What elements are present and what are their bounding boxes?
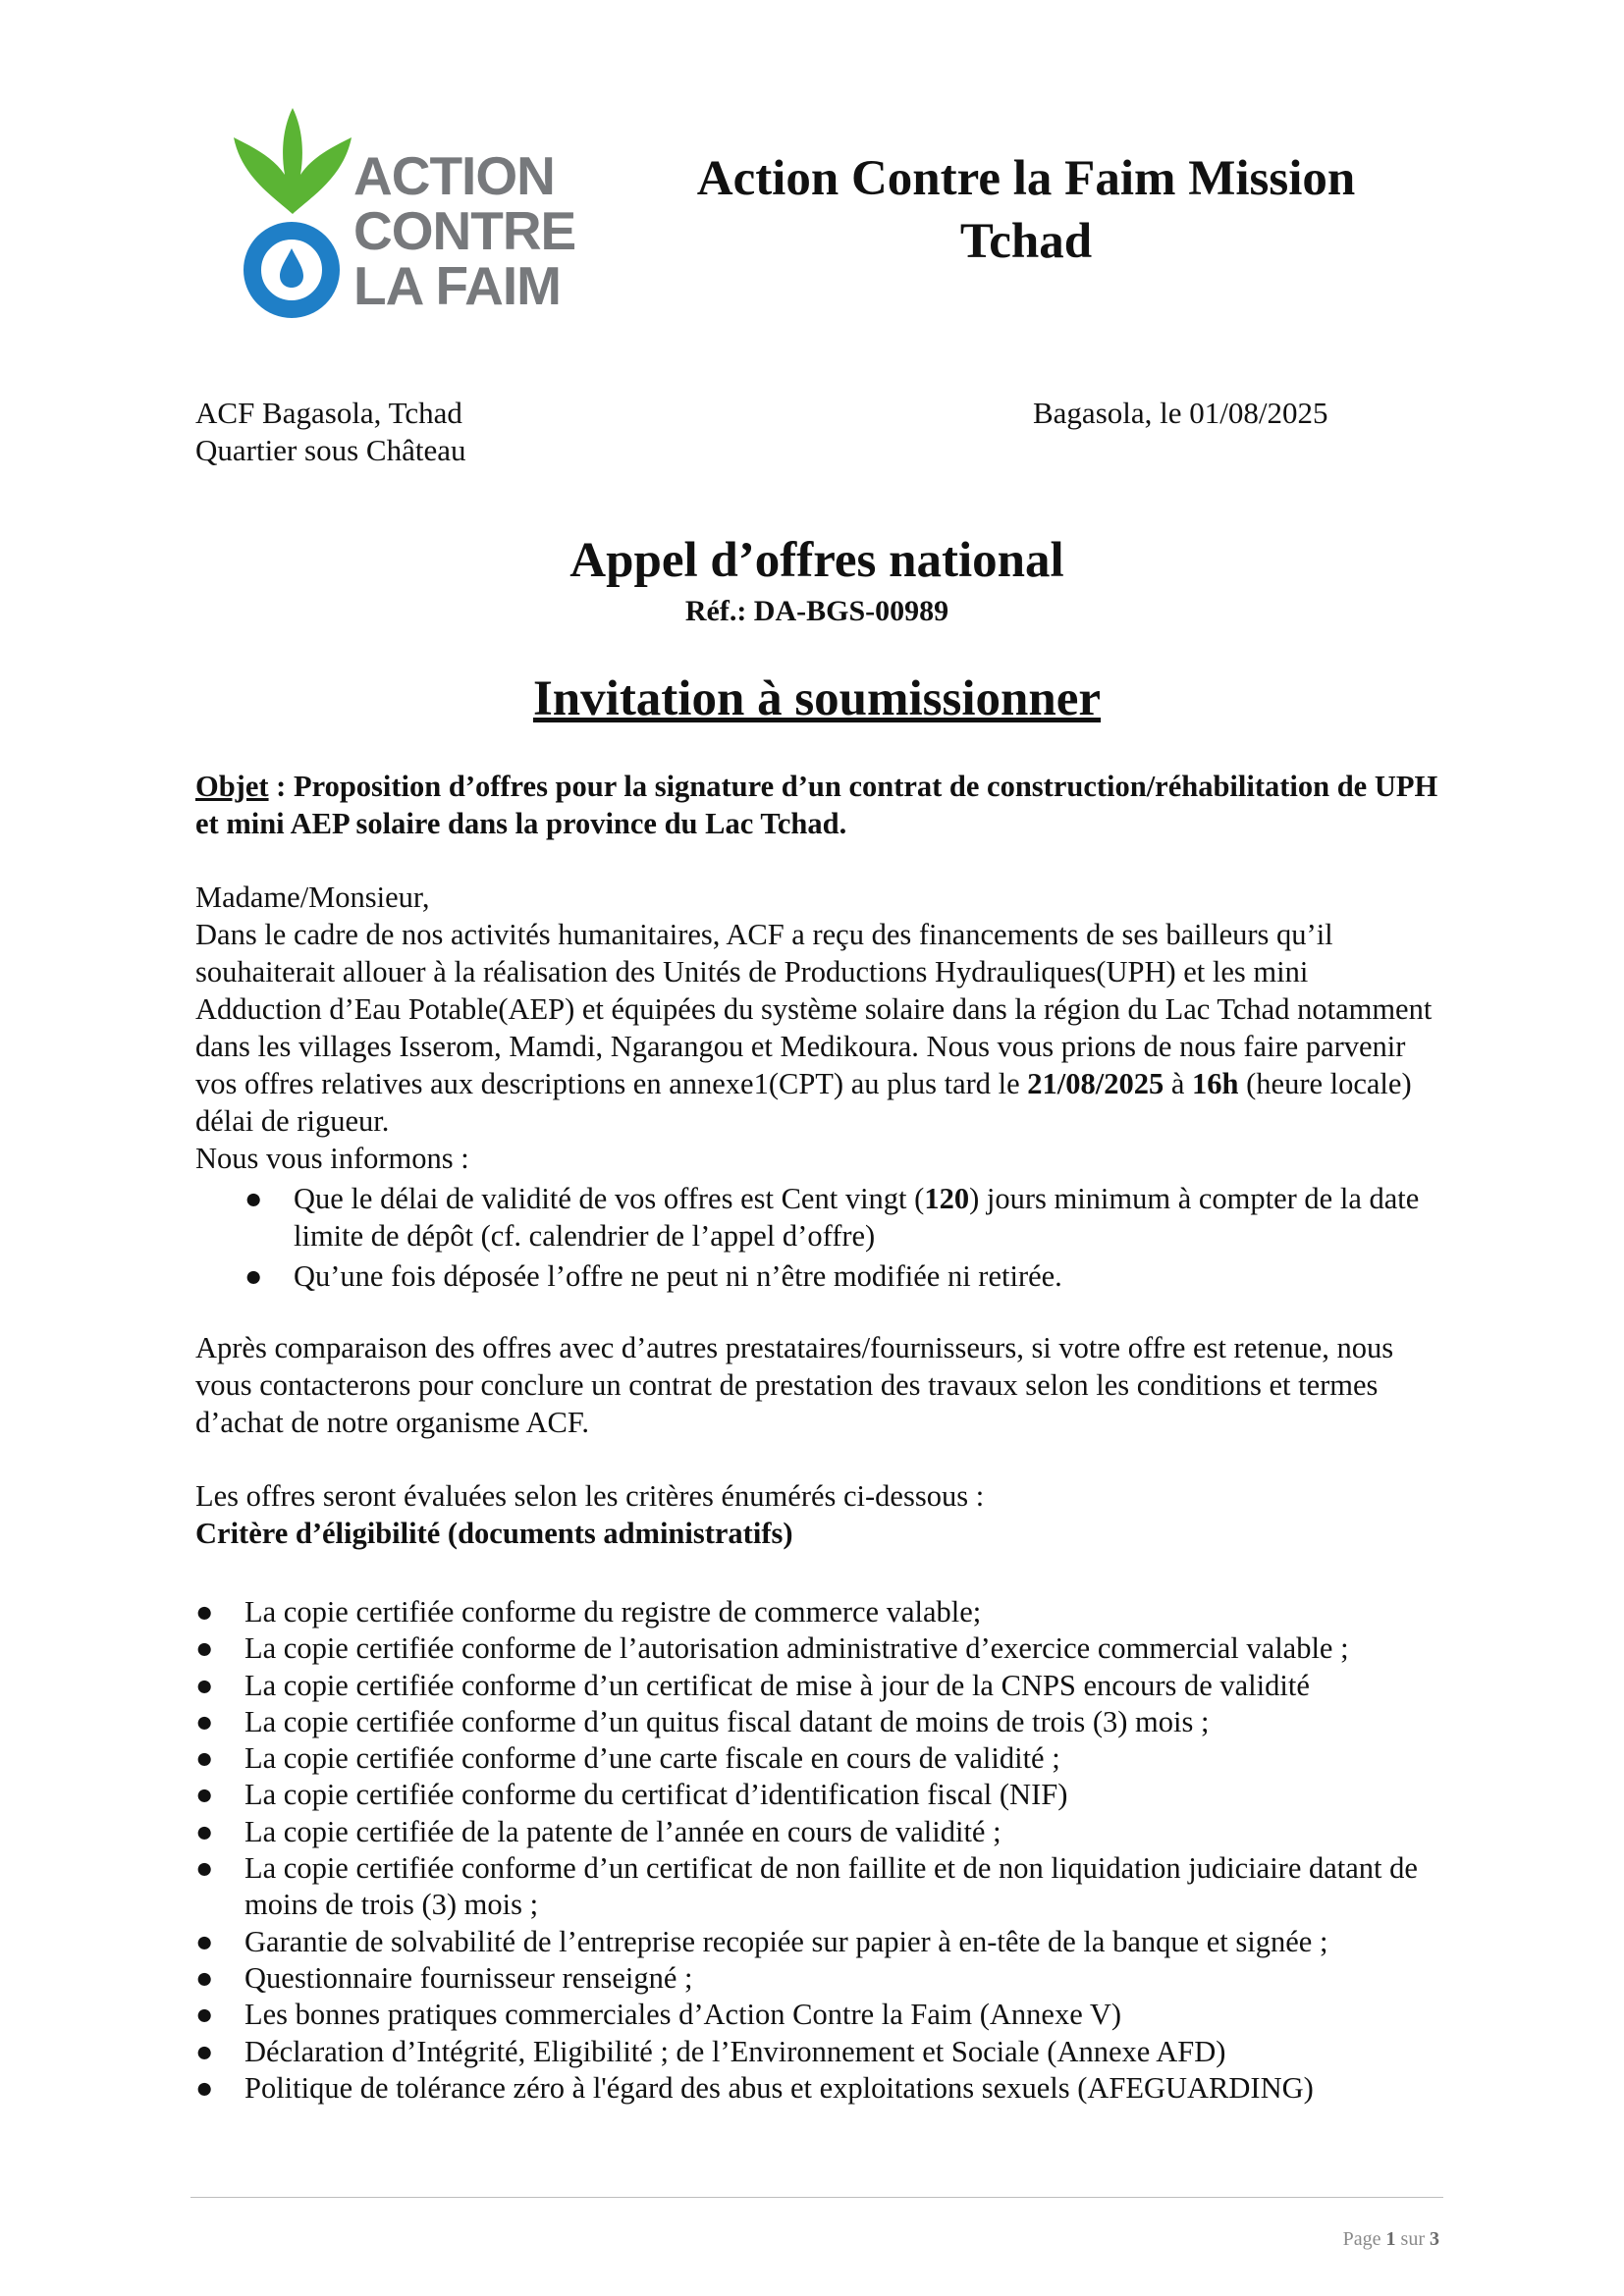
- page-current: 1: [1385, 2228, 1396, 2250]
- criteria-item-text: Politique de tolérance zéro à l'égard des abus et exploitations sexuels (AFEGUARDING): [244, 2070, 1314, 2105]
- criteria-heading: Critère d’éligibilité (documents administratifs): [195, 1517, 793, 1550]
- page-word: Page: [1342, 2228, 1381, 2250]
- criteria-item-text: La copie certifiée conforme d’un quitus fiscal datant de moins de trois (3) mois ;: [244, 1704, 1210, 1738]
- criteria-item-text: Garantie de solvabilité de l’entreprise recopiée sur papier à en-tête de la banque et signée ;: [244, 1924, 1328, 1958]
- leaf-icon: [234, 108, 352, 216]
- validity-days: 120: [924, 1182, 970, 1215]
- intro-text-a: Dans le cadre de nos activités humanitaires, ACF a reçu des financements de ses bailleurs qu’il souhaiterait allouer à la réalisation des Unités de Productions Hydrauliques(UPH) et les mini Adduction d’Eau Potable(AEP) et équipées du système solaire dans la région du Lac Tchad notamment dans les villages Isserom, Mamdi, Ngarangou et Medikoura. Nous vous prions de nous faire parvenir vos offres relatives aux descriptions en annexe1(CPT) au plus tard le: [195, 918, 1433, 1100]
- deadline-at: à: [1164, 1067, 1193, 1100]
- list-item: [195, 2070, 1438, 2107]
- address-line2: Quartier sous Château: [195, 433, 466, 467]
- criteria-section: [195, 1477, 1438, 1552]
- bullet-icon: ●: [195, 1778, 214, 1812]
- intro-paragraph: [195, 916, 1438, 1140]
- bullet-icon: ●: [244, 1259, 263, 1293]
- list-item: [195, 1850, 1438, 1924]
- inform-line: Nous vous informons :: [195, 1142, 469, 1175]
- bullet-icon: ●: [195, 1668, 214, 1702]
- bullet-icon: ●: [195, 1631, 214, 1666]
- bullet-icon: ●: [195, 1998, 214, 2032]
- object-label: Objet: [195, 770, 269, 803]
- page-total: 3: [1430, 2228, 1439, 2250]
- criteria-item-text: La copie certifiée conforme d’une carte fiscale en cours de validité ;: [244, 1741, 1060, 1776]
- bullet-icon: ●: [195, 1960, 214, 1995]
- criteria-item-text: La copie certifiée conforme d’un certificat de non faillite et de non liquidation judiciaire datant de moins de trois (3) mois ;: [244, 1851, 1418, 1922]
- deadline-hour: 16h: [1192, 1067, 1239, 1100]
- list-item: [195, 1924, 1438, 1960]
- footer-divider: [190, 2197, 1443, 2198]
- comparison-paragraph: Après comparaison des offres avec d’autres prestataires/fournisseurs, si votre offre est retenue, nous vous contacterons pour conclure un contrat de prestation des travaux selon les conditions et termes d’achat de notre organisme ACF.: [195, 1331, 1394, 1439]
- info-list: [244, 1180, 1438, 1295]
- object-statement: [195, 768, 1438, 842]
- validity-text-b: ) jours minimum à compter de la date limite de dépôt (cf. calendrier de l’appel d’offre): [294, 1182, 1420, 1253]
- organization-title: [628, 147, 1424, 273]
- bullet-icon: ●: [195, 2070, 214, 2105]
- bullet-icon: ●: [195, 1704, 214, 1738]
- letter-date: Bagasola, le 01/08/2025: [1033, 396, 1328, 430]
- bullet-icon: ●: [195, 1924, 214, 1958]
- criteria-item-text: La copie certifiée conforme du certificat d’identification fiscal (NIF): [244, 1778, 1068, 1812]
- list-item: [244, 1180, 1438, 1255]
- list-item: [195, 1668, 1438, 1704]
- list-item: [244, 1257, 1438, 1295]
- criteria-item-text: La copie certifiée conforme d’un certificat de mise à jour de la CNPS encours de validité: [244, 1668, 1310, 1702]
- intro-text-b: (heure locale) délai de rigueur.: [195, 1067, 1412, 1138]
- list-item: [195, 1704, 1438, 1740]
- bullet-icon: ●: [195, 1595, 214, 1629]
- bullet-icon: ●: [195, 1851, 214, 1886]
- object-sep: :: [268, 770, 294, 803]
- object-text: Proposition d’offres pour la signature d’un contrat de construction/réhabilitation de UPH et mini AEP solaire dans la province du Lac Tchad.: [195, 770, 1438, 840]
- list-item: [195, 1630, 1438, 1667]
- criteria-list: [195, 1594, 1438, 2107]
- org-title-line2: Tchad: [959, 214, 1093, 269]
- list-item: [195, 1814, 1438, 1850]
- list-item: [195, 1740, 1438, 1777]
- list-item: [195, 2034, 1438, 2070]
- validity-text-a: Que le délai de validité de vos offres est Cent vingt (: [294, 1182, 925, 1215]
- no-modify-text: Qu’une fois déposée l’offre ne peut ni n’être modifiée ni retirée.: [294, 1259, 1062, 1293]
- criteria-item-text: Les bonnes pratiques commerciales d’Action Contre la Faim (Annexe V): [244, 1998, 1122, 2032]
- address-line1: ACF Bagasola, Tchad: [195, 396, 462, 430]
- page-of-word: sur: [1400, 2228, 1425, 2250]
- list-item: [195, 1777, 1438, 1813]
- logo-word-contre: CONTRE: [353, 200, 576, 261]
- list-item: [195, 1997, 1438, 2033]
- salutation: Madame/Monsieur,: [195, 881, 430, 914]
- reference-number: Réf.: DA-BGS-00989: [684, 595, 949, 627]
- intro-section: [195, 879, 1438, 1295]
- logo-word-action: ACTION: [353, 145, 555, 206]
- bullet-icon: ●: [195, 2034, 214, 2068]
- list-item: [195, 1960, 1438, 1997]
- document-title: Appel d’offres national: [569, 533, 1064, 588]
- logo-word-la-faim: LA FAIM: [353, 255, 561, 316]
- criteria-item-text: La copie certifiée de la patente de l’année en cours de validité ;: [244, 1814, 1001, 1848]
- document-subtitle: Invitation à soumissionner: [532, 671, 1102, 726]
- deadline-date: 21/08/2025: [1027, 1067, 1164, 1100]
- criteria-intro: Les offres seront évaluées selon les critères énumérés ci-dessous :: [195, 1479, 985, 1513]
- criteria-item-text: La copie certifiée conforme de l’autorisation administrative d’exercice commercial valable ;: [244, 1631, 1349, 1666]
- org-title-line1: Action Contre la Faim Mission: [696, 151, 1356, 206]
- water-drop-icon: [243, 221, 341, 319]
- criteria-item-text: Questionnaire fournisseur renseigné ;: [244, 1960, 693, 1995]
- sender-address: [195, 395, 465, 469]
- bullet-icon: ●: [195, 1741, 214, 1776]
- criteria-item-text: La copie certifiée conforme du registre de commerce valable;: [244, 1595, 982, 1629]
- bullet-icon: ●: [244, 1182, 263, 1215]
- page-number: [1227, 2228, 1439, 2251]
- list-item: [195, 1594, 1438, 1630]
- criteria-item-text: Déclaration d’Intégrité, Eligibilité ; de l’Environnement et Sociale (Annexe AFD): [244, 2034, 1226, 2068]
- bullet-icon: ●: [195, 1814, 214, 1848]
- acf-logo: [234, 108, 576, 319]
